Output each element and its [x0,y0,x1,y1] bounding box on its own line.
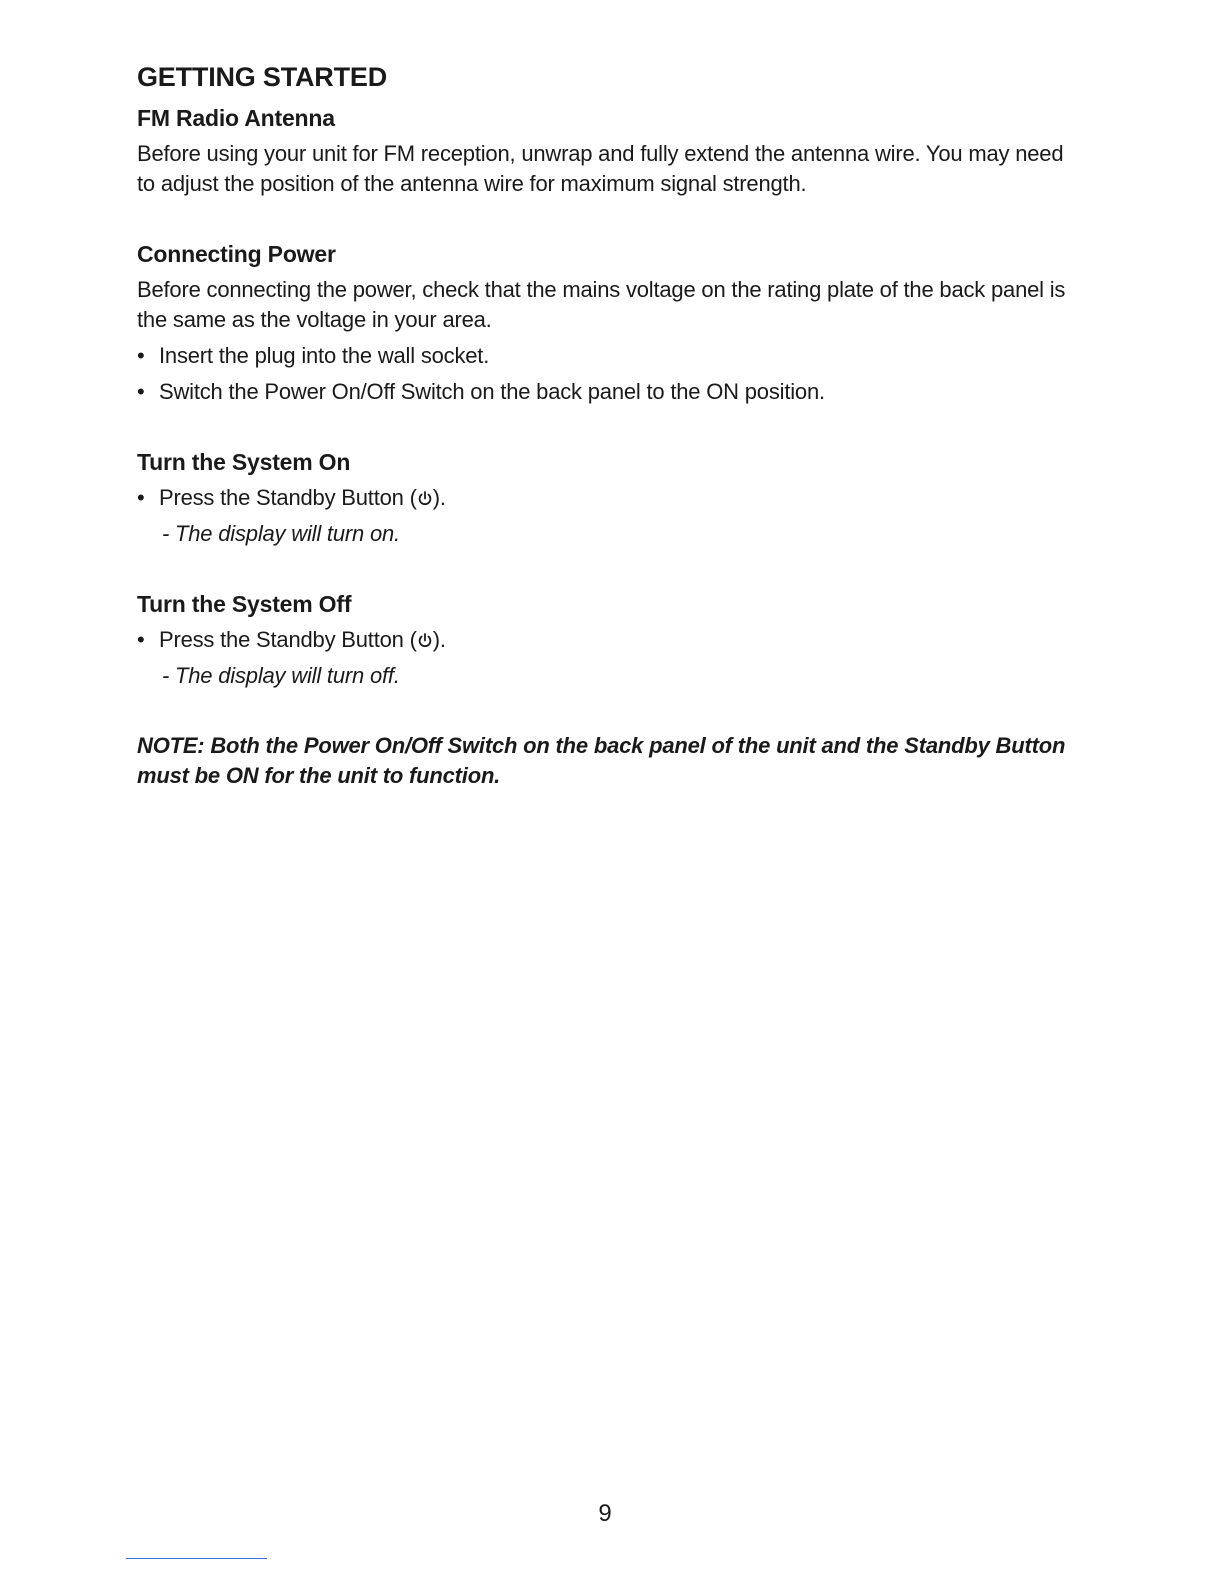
list-item [137,625,1087,655]
list-item-text-suffix: ). [432,485,446,510]
power-icon [417,489,433,507]
section-heading: Turn the System On [137,449,351,475]
power-icon [417,631,433,649]
list-item-text-suffix: ). [432,627,446,652]
result-note: - The display will turn off. [162,663,400,688]
footer-divider [126,1558,267,1559]
bullet-icon: • [137,343,145,368]
section-heading: Turn the System Off [137,591,352,617]
section-turn-system-off [137,589,1087,691]
list-item-text-prefix: Press the Standby Button ( [159,627,417,652]
bullet-icon: • [137,485,145,510]
section-body: Before connecting the power, check that the mains voltage on the rating plate of the back panel is the same as the voltage in your area. [137,277,1066,332]
document-page [137,60,1087,791]
page-title: GETTING STARTED [137,62,387,92]
list-item [137,377,1087,407]
list-item-text: Insert the plug into the wall socket. [159,343,490,368]
bullet-icon: • [137,379,145,404]
page-number: 9 [598,1500,612,1527]
section-body: Before using your unit for FM reception, unwrap and fully extend the antenna wire. You may need to adjust the position of the antenna wire for maximum signal strength. [137,141,1064,196]
section-connecting-power [137,239,1087,407]
important-note: NOTE: Both the Power On/Off Switch on the back panel of the unit and the Standby Button must be ON for the unit to function. [137,733,1066,788]
section-heading: FM Radio Antenna [137,105,335,131]
section-fm-radio-antenna [137,103,1087,199]
list-item-text-prefix: Press the Standby Button ( [159,485,417,510]
section-heading: Connecting Power [137,241,336,267]
section-turn-system-on [137,447,1087,549]
list-item [137,341,1087,371]
result-note: - The display will turn on. [162,521,400,546]
list-item [137,483,1087,513]
bullet-icon: • [137,627,145,652]
list-item-text: Switch the Power On/Off Switch on the back panel to the ON position. [159,379,825,404]
